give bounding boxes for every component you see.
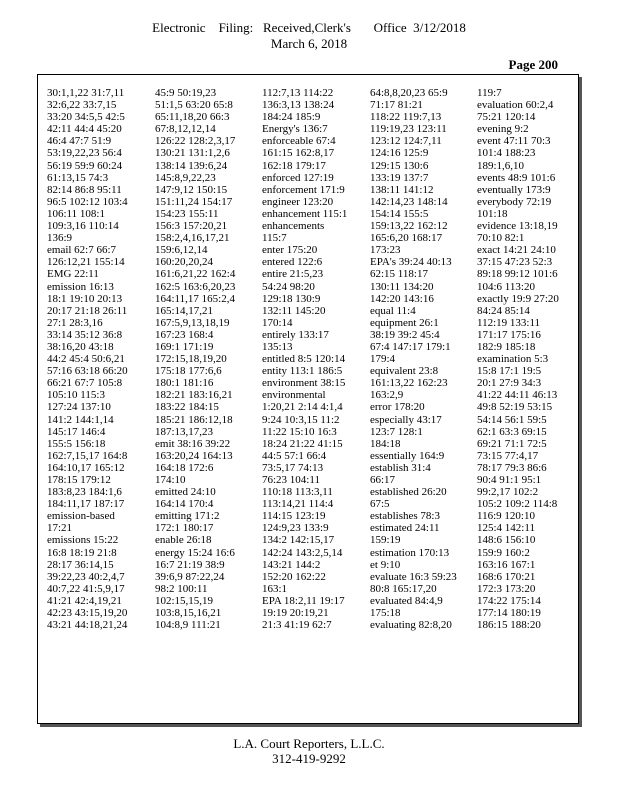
index-entry: 162:5 163:6,20,23 xyxy=(155,280,236,293)
index-entry: emission 16:13 xyxy=(47,280,114,293)
index-entry: 127:24 137:10 xyxy=(47,401,111,414)
index-entry: 174:22 175:14 xyxy=(477,594,541,607)
index-entry: 163:16 167:1 xyxy=(477,558,536,571)
index-entry: 21:3 41:19 62:7 xyxy=(262,619,332,632)
index-entry: 130:21 131:1,2,6 xyxy=(155,147,230,160)
index-column-5 xyxy=(477,87,577,631)
index-entry: 182:21 183:16,21 xyxy=(155,389,233,402)
index-entry: 114:15 123:19 xyxy=(262,510,326,523)
reporter-phone: 312-419-9292 xyxy=(272,751,346,766)
index-entry: 64:8,8,20,23 65:9 xyxy=(370,87,448,99)
index-entry: 168:6 170:21 xyxy=(477,570,536,583)
index-entry: 119:19,23 123:11 xyxy=(370,123,447,136)
index-entry: 1:20,21 2:14 4:1,4 xyxy=(262,401,343,414)
index-entry: 90:4 91:1 95:1 xyxy=(477,474,542,486)
index-entry: 30:1,1,22 31:7,11 xyxy=(47,87,125,99)
index-entry: 159:6,12,14 xyxy=(155,244,208,257)
index-entry: 54:14 56:1 59:5 xyxy=(477,413,547,426)
index-entry: 152:20 162:22 xyxy=(262,570,326,583)
index-entry: established 26:20 xyxy=(370,486,447,499)
index-frame xyxy=(37,74,579,724)
index-entry: establishes 78:3 xyxy=(370,510,440,523)
index-entry: 148:6 156:10 xyxy=(477,534,536,547)
index-column-2 xyxy=(155,87,255,631)
index-entry: 129:18 130:9 xyxy=(262,292,321,305)
index-entry: 45:9 50:19,23 xyxy=(155,87,217,99)
index-entry: 66:21 67:7 105:8 xyxy=(47,377,123,390)
index-entry: 105:2 109:2 114:8 xyxy=(477,498,558,511)
index-entry: 125:4 142:11 xyxy=(477,522,535,535)
index-entry: EPA 18:2,11 19:17 xyxy=(262,594,345,607)
filing-date: March 6, 2018 xyxy=(270,36,348,51)
index-entry: 38:19 39:2 45:4 xyxy=(370,328,440,341)
index-entry: 172:15,18,19,20 xyxy=(155,353,227,366)
index-entry: 135:13 xyxy=(262,340,293,353)
index-entry: 32:6,22 33:7,15 xyxy=(47,99,117,112)
index-entry: 67:5 xyxy=(370,498,390,511)
index-entry: 161:6,21,22 162:4 xyxy=(155,268,236,281)
index-entry: enforced 127:19 xyxy=(262,171,334,184)
index-entry: 67:4 147:17 179:1 xyxy=(370,340,451,353)
index-entry: 40:7,22 41:5,9,17 xyxy=(47,582,125,595)
index-entry: 16:8 18:19 21:8 xyxy=(47,546,117,559)
index-entry: 103:8,15,16,21 xyxy=(155,607,222,620)
index-entry: evaluate 16:3 59:23 xyxy=(370,570,457,583)
index-entry: 145:8,9,22,23 xyxy=(155,171,216,184)
index-entry: estimation 170:13 xyxy=(370,546,450,559)
index-entry: 184:18 xyxy=(370,437,401,450)
index-entry: entered 122:6 xyxy=(262,256,323,269)
index-entry: 123:7 128:1 xyxy=(370,425,423,438)
index-entry: 61:13,15 74:3 xyxy=(47,171,109,184)
index-entry: 161:13,22 162:23 xyxy=(370,377,448,390)
index-entry: 183:8,23 184:1,6 xyxy=(47,486,122,499)
index-entry: 37:15 47:23 52:3 xyxy=(477,256,553,269)
index-entry: entire 21:5,23 xyxy=(262,268,324,281)
index-entry: 170:14 xyxy=(262,316,293,329)
index-entry: 67:8,12,12,14 xyxy=(155,123,216,136)
index-entry: 165:6,20 168:17 xyxy=(370,232,443,245)
index-entry: 82:14 86:8 95:11 xyxy=(47,183,122,196)
index-entry: 143:21 144:2 xyxy=(262,558,321,571)
index-entry: emitting 171:2 xyxy=(155,510,220,523)
index-entry: 19:19 20:19,21 xyxy=(262,607,329,620)
index-entry: 11:22 15:10 16:3 xyxy=(262,425,337,438)
index-entry: 159:13,22 162:12 xyxy=(370,220,448,233)
index-entry: 39:6,9 87:22,24 xyxy=(155,570,225,583)
index-entry: 112:7,13 114:22 xyxy=(262,87,334,99)
index-entry: 155:5 156:18 xyxy=(47,437,106,450)
index-entry: 159:19 xyxy=(370,534,401,547)
index-entry: 164:18 172:6 xyxy=(155,461,214,474)
index-entry: 89:18 99:12 101:6 xyxy=(477,268,558,281)
index-entry: 138:11 141:12 xyxy=(370,183,434,196)
index-entry: 164:14 170:4 xyxy=(155,498,214,511)
index-entry: 65:11,18,20 66:3 xyxy=(155,111,230,124)
index-entry: 142:24 143:2,5,14 xyxy=(262,546,343,559)
index-entry: enforcement 171:9 xyxy=(262,183,345,196)
index-entry: evaluating 82:8,20 xyxy=(370,619,452,632)
index-entry: engineer 123:20 xyxy=(262,195,334,208)
index-entry: environmental xyxy=(262,389,326,402)
index-entry: evaluated 84:4,9 xyxy=(370,594,443,607)
index-entry: 106:11 108:1 xyxy=(47,207,105,220)
index-entry: 178:15 179:12 xyxy=(47,474,111,486)
index-entry: 187:13,17,23 xyxy=(155,425,214,438)
index-entry: 174:10 xyxy=(155,474,186,486)
index-entry: everybody 72:19 xyxy=(477,195,552,208)
index-entry: 20:1 27:9 34:3 xyxy=(477,377,542,390)
index-entry: 156:3 157:20,21 xyxy=(155,220,228,233)
index-entry: 123:12 124:7,11 xyxy=(370,135,442,148)
index-entry: 110:18 113:3,11 xyxy=(262,486,333,499)
index-entry: 33:14 35:12 36:8 xyxy=(47,328,123,341)
index-entry: 44:5 57:1 66:4 xyxy=(262,449,327,462)
index-entry: 66:17 xyxy=(370,474,396,486)
index-entry: exactly 19:9 27:20 xyxy=(477,292,559,305)
index-entry: 49:8 52:19 53:15 xyxy=(477,401,553,414)
index-entry: 38:16,20 43:18 xyxy=(47,340,114,353)
index-entry: EMG 22:11 xyxy=(47,268,99,281)
index-entry: emission-based xyxy=(47,510,115,523)
index-entry: 75:21 120:14 xyxy=(477,111,536,124)
index-entry: 142:14,23 148:14 xyxy=(370,195,448,208)
index-entry: 145:17 146:4 xyxy=(47,425,106,438)
index-entry: 161:15 162:8,17 xyxy=(262,147,335,160)
index-entry: 163:2,9 xyxy=(370,389,404,402)
index-entry: 182:9 185:18 xyxy=(477,340,536,353)
index-entry: 165:14,17,21 xyxy=(155,304,214,317)
index-entry: 73:5,17 74:13 xyxy=(262,461,324,474)
index-entry: 179:4 xyxy=(370,353,396,366)
index-entry: event 47:11 70:3 xyxy=(477,135,551,148)
index-entry: 141:2 144:1,14 xyxy=(47,413,114,426)
index-entry: 160:20,20,24 xyxy=(155,256,214,269)
index-entry: 183:22 184:15 xyxy=(155,401,219,414)
index-entry: 96:5 102:12 103:4 xyxy=(47,195,128,208)
index-entry: 172:3 173:20 xyxy=(477,582,536,595)
index-entry: 27:1 28:3,16 xyxy=(47,316,103,329)
index-entry: 126:22 128:2,3,17 xyxy=(155,135,236,148)
index-entry: 98:2 100:11 xyxy=(155,582,208,595)
index-entry: exact 14:21 24:10 xyxy=(477,244,556,257)
index-entry: entitled 8:5 120:14 xyxy=(262,353,346,366)
index-entry: 39:22,23 40:2,4,7 xyxy=(47,570,125,583)
index-entry: estimated 24:11 xyxy=(370,522,440,535)
index-entry: 42:11 44:4 45:20 xyxy=(47,123,122,136)
index-entry: 57:16 63:18 66:20 xyxy=(47,365,128,378)
index-entry: 124:16 125:9 xyxy=(370,147,429,160)
index-entry: 43:21 44:18,21,24 xyxy=(47,619,128,632)
index-entry: enhancements xyxy=(262,220,325,233)
index-entry: examination 5:3 xyxy=(477,353,549,366)
index-entry: eventually 173:9 xyxy=(477,183,551,196)
index-entry: evening 9:2 xyxy=(477,123,529,136)
index-entry: 54:24 98:20 xyxy=(262,280,315,293)
index-entry: essentially 164:9 xyxy=(370,449,445,462)
index-entry: 51:1,5 63:20 65:8 xyxy=(155,99,233,112)
index-entry: 9:24 10:3,15 11:2 xyxy=(262,413,340,426)
index-entry: 136:9 xyxy=(47,232,73,245)
index-entry: entity 113:1 186:5 xyxy=(262,365,343,378)
index-entry: 42:23 43:15,19,20 xyxy=(47,607,128,620)
index-entry: 134:2 142:15,17 xyxy=(262,534,335,547)
index-entry: events 48:9 101:6 xyxy=(477,171,556,184)
index-entry: 164:10,17 165:12 xyxy=(47,461,125,474)
index-entry: evidence 13:18,19 xyxy=(477,220,558,233)
index-entry: 15:8 17:1 19:5 xyxy=(477,365,542,378)
index-entry: 69:21 71:1 72:5 xyxy=(477,437,547,450)
index-entry: 159:9 160:2 xyxy=(477,546,530,559)
index-entry: 129:15 130:6 xyxy=(370,159,429,172)
index-entry: 133:19 137:7 xyxy=(370,171,429,184)
index-entry: 162:18 179:17 xyxy=(262,159,326,172)
index-entry: 116:9 120:10 xyxy=(477,510,535,523)
index-entry: 18:1 19:10 20:13 xyxy=(47,292,123,305)
index-entry: 132:11 145:20 xyxy=(262,304,326,317)
index-entry: 167:23 168:4 xyxy=(155,328,214,341)
index-entry: 173:23 xyxy=(370,244,401,257)
reporter-name: L.A. Court Reporters, L.L.C. xyxy=(233,736,385,751)
index-entry: 124:9,23 133:9 xyxy=(262,522,329,535)
index-columns xyxy=(47,87,578,719)
index-entry: emissions 15:22 xyxy=(47,534,119,547)
index-entry: 53:19,22,23 56:4 xyxy=(47,147,122,160)
index-entry: 115:7 xyxy=(262,232,287,245)
index-entry: 118:22 119:7,13 xyxy=(370,111,442,124)
index-entry: 189:1,6,10 xyxy=(477,159,525,172)
index-entry: energy 15:24 16:6 xyxy=(155,546,235,559)
index-entry: 186:15 188:20 xyxy=(477,619,541,632)
index-entry: 167:5,9,13,18,19 xyxy=(155,316,230,329)
index-entry: email 62:7 66:7 xyxy=(47,244,117,257)
index-entry: 162:7,15,17 164:8 xyxy=(47,449,128,462)
index-entry: 112:19 133:11 xyxy=(477,316,541,329)
index-entry: enter 175:20 xyxy=(262,244,318,257)
page-number: Page 200 xyxy=(508,57,558,72)
index-entry: 33:20 34:5,5 42:5 xyxy=(47,111,125,124)
index-entry: Energy's 136:7 xyxy=(262,123,328,136)
index-entry: entirely 133:17 xyxy=(262,328,329,341)
index-entry: 180:1 181:16 xyxy=(155,377,214,390)
index-entry: et 9:10 xyxy=(370,558,401,571)
index-entry: 158:2,4,16,17,21 xyxy=(155,232,230,245)
index-entry: 119:7 xyxy=(477,87,502,99)
index-entry: 163:1 xyxy=(262,582,288,595)
index-entry: 151:11,24 154:17 xyxy=(155,195,233,208)
index-entry: environment 38:15 xyxy=(262,377,346,390)
index-entry: 163:20,24 164:13 xyxy=(155,449,233,462)
index-entry: equivalent 23:8 xyxy=(370,365,439,378)
index-entry: 56:19 59:9 60:24 xyxy=(47,159,123,172)
index-entry: 76:23 104:11 xyxy=(262,474,320,486)
index-entry: equipment 26:1 xyxy=(370,316,439,329)
index-column-3 xyxy=(262,87,362,631)
index-entry: 41:21 42:4,19,21 xyxy=(47,594,122,607)
index-entry: EPA's 39:24 40:13 xyxy=(370,256,452,269)
index-entry: 99:2,17 102:2 xyxy=(477,486,539,499)
index-entry: 147:9,12 150:15 xyxy=(155,183,228,196)
index-entry: 101:4 188:23 xyxy=(477,147,536,160)
index-entry: 184:11,17 187:17 xyxy=(47,498,125,511)
index-entry: enable 26:18 xyxy=(155,534,212,547)
index-entry: 177:14 180:19 xyxy=(477,607,541,620)
index-entry: 113:14,21 114:4 xyxy=(262,498,334,511)
index-column-1 xyxy=(47,87,147,631)
index-entry: 102:15,15,19 xyxy=(155,594,214,607)
index-entry: 84:24 85:14 xyxy=(477,304,530,317)
index-entry: 20:17 21:18 26:11 xyxy=(47,304,128,317)
index-entry: 105:10 115:3 xyxy=(47,389,105,402)
index-entry: error 178:20 xyxy=(370,401,425,414)
index-entry: 164:11,17 165:2,4 xyxy=(155,292,235,305)
index-entry: 62:1 63:3 69:15 xyxy=(477,425,547,438)
index-entry: enforceable 67:4 xyxy=(262,135,336,148)
index-entry: especially 43:17 xyxy=(370,413,442,426)
index-entry: 46:4 47:7 51:9 xyxy=(47,135,112,148)
index-entry: 80:8 165:17,20 xyxy=(370,582,437,595)
index-entry: 71:17 81:21 xyxy=(370,99,423,112)
index-entry: 154:23 155:11 xyxy=(155,207,219,220)
index-entry: 136:3,13 138:24 xyxy=(262,99,335,112)
filing-stamp: Electronic Filing: Received,Clerk's Office 3/12/2018 xyxy=(152,20,466,35)
index-entry: 18:24 21:22 41:15 xyxy=(262,437,343,450)
index-entry: 175:18 177:6,6 xyxy=(155,365,222,378)
index-entry: 142:20 143:16 xyxy=(370,292,434,305)
index-entry: 17:21 xyxy=(47,522,73,535)
index-entry: 175:18 xyxy=(370,607,401,620)
index-column-4 xyxy=(370,87,470,631)
index-entry: 104:6 113:20 xyxy=(477,280,535,293)
index-entry: 171:17 175:16 xyxy=(477,328,541,341)
index-entry: 104:8,9 111:21 xyxy=(155,619,221,632)
index-entry: 28:17 36:14,15 xyxy=(47,558,114,571)
index-entry: 44:2 45:4 50:6,21 xyxy=(47,353,125,366)
index-entry: 109:3,16 110:14 xyxy=(47,220,119,233)
index-entry: establish 31:4 xyxy=(370,461,431,474)
index-entry: 185:21 186:12,18 xyxy=(155,413,233,426)
index-entry: 138:14 139:6,24 xyxy=(155,159,228,172)
index-entry: 78:17 79:3 86:6 xyxy=(477,461,547,474)
index-entry: 172:1 180:17 xyxy=(155,522,214,535)
index-entry: enhancement 115:1 xyxy=(262,207,348,220)
index-entry: 62:15 118:17 xyxy=(370,268,428,281)
index-entry: 154:14 155:5 xyxy=(370,207,429,220)
index-entry: 70:10 82:1 xyxy=(477,232,525,245)
index-entry: emit 38:16 39:22 xyxy=(155,437,231,450)
index-entry: 101:18 xyxy=(477,207,508,220)
index-entry: 184:24 185:9 xyxy=(262,111,321,124)
index-entry: 16:7 21:19 38:9 xyxy=(155,558,225,571)
index-entry: 73:15 77:4,17 xyxy=(477,449,539,462)
index-entry: 130:11 134:20 xyxy=(370,280,434,293)
index-entry: 126:12,21 155:14 xyxy=(47,256,125,269)
index-entry: evaluation 60:2,4 xyxy=(477,99,554,112)
index-entry: emitted 24:10 xyxy=(155,486,216,499)
index-entry: equal 11:4 xyxy=(370,304,416,317)
index-entry: 169:1 171:19 xyxy=(155,340,214,353)
index-entry: 41:22 44:11 46:13 xyxy=(477,389,558,402)
